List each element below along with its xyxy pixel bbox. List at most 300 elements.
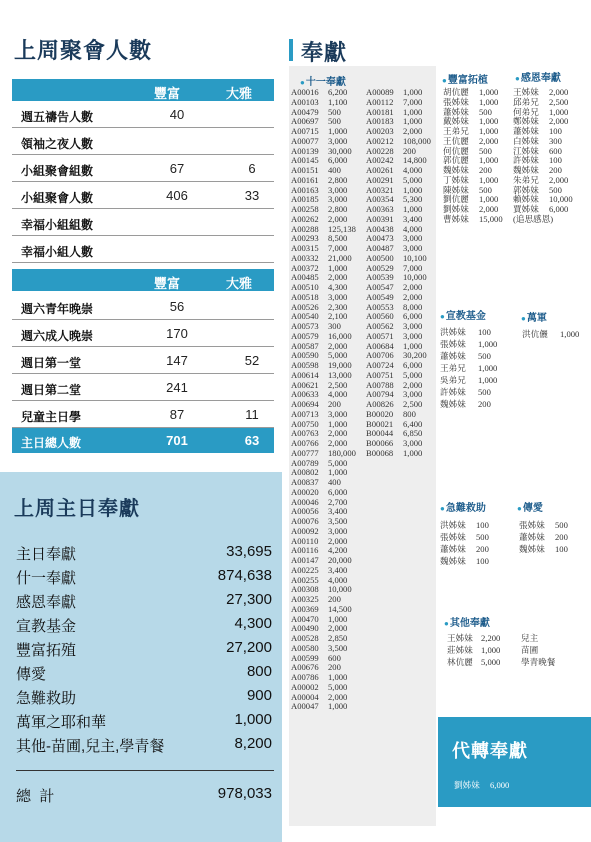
donor-amount: 2,000 bbox=[328, 272, 348, 283]
donor-amount: 1,000 bbox=[479, 87, 499, 97]
donor-name: 白姊妹 bbox=[513, 135, 539, 146]
attendance-row-fengfu: 147 bbox=[166, 353, 188, 368]
summary-divider bbox=[16, 770, 274, 771]
donor-name: A00369 bbox=[291, 603, 319, 614]
donor-name: A00354 bbox=[366, 194, 394, 205]
attendance-row bbox=[12, 293, 274, 320]
donor-amount: 500 bbox=[555, 520, 568, 530]
attendance-row-daya: 11 bbox=[245, 407, 259, 422]
donor-amount: 1,000 bbox=[403, 87, 423, 97]
emergency-list bbox=[440, 519, 489, 567]
donor-amount: 1,000 bbox=[478, 375, 498, 385]
donor-name: A00151 bbox=[291, 165, 319, 175]
donor-amount: 21,000 bbox=[328, 252, 352, 263]
donor-amount: 400 bbox=[328, 165, 341, 175]
col-header-fengfu: 豐富 bbox=[153, 86, 180, 101]
summary-row-amount: 4,300 bbox=[234, 615, 272, 632]
emergency-title-text: 急難救助 bbox=[445, 503, 486, 514]
donor-name: A00837 bbox=[291, 477, 319, 487]
donor-amount: 5,000 bbox=[481, 657, 501, 667]
donor-amount: 1,000 bbox=[328, 672, 348, 682]
donor-row bbox=[447, 632, 555, 644]
bullet-icon: ● bbox=[444, 619, 449, 628]
donor-name: A00293 bbox=[291, 233, 319, 244]
donor-amount: 10,000 bbox=[403, 272, 427, 283]
donor-amount: 1,000 bbox=[479, 155, 499, 166]
donor-name: A00621 bbox=[291, 379, 319, 390]
donor-name: A00258 bbox=[291, 204, 319, 214]
attendance-row-label: 週六成人晚崇 bbox=[21, 329, 94, 343]
donor-amount: 10,000 bbox=[549, 194, 573, 205]
donor-amount: 2,000 bbox=[328, 535, 348, 546]
donor-name: 賈姊妹 bbox=[513, 204, 539, 214]
attendance-total-fengfu: 701 bbox=[166, 433, 188, 448]
donor-name: A00147 bbox=[291, 555, 319, 565]
attendance-row-label: 小組聚會人數 bbox=[21, 191, 94, 205]
thanks-section-title bbox=[515, 69, 561, 84]
donor-amount: 3,000 bbox=[328, 291, 348, 302]
summary-row-label: 主日奉獻 bbox=[16, 546, 77, 563]
donor-amount: 500 bbox=[328, 106, 341, 117]
bullet-icon: ● bbox=[442, 76, 447, 85]
donor-name: A00510 bbox=[291, 282, 319, 292]
donor-name: A00490 bbox=[291, 623, 319, 634]
donor-name: A00391 bbox=[366, 213, 394, 224]
attendance-table2-header bbox=[12, 269, 274, 291]
donor-name: 何弟兄 bbox=[513, 106, 539, 117]
donor-name: A00076 bbox=[291, 516, 319, 526]
donor-name: A00203 bbox=[366, 126, 394, 136]
donor-name: 魏姊妹 bbox=[440, 399, 466, 409]
col-header-fengfu: 豐富 bbox=[153, 276, 180, 291]
donor-name: 許姊妹 bbox=[513, 155, 539, 166]
other-section-title bbox=[444, 614, 490, 629]
donor-name: 蕭姊妹 bbox=[519, 532, 545, 542]
attendance-row-fengfu: 56 bbox=[169, 299, 185, 314]
summary-row-label: 急難救助 bbox=[16, 690, 77, 707]
donor-name: A00288 bbox=[291, 223, 319, 234]
donor-amount: 1,000 bbox=[403, 340, 423, 351]
donor-amount: 100 bbox=[478, 327, 491, 337]
donor-row bbox=[440, 543, 489, 555]
donor-amount: 5,000 bbox=[328, 681, 348, 692]
donor-amount: 1,000 bbox=[328, 467, 348, 478]
donor-amount: 200 bbox=[328, 399, 341, 409]
donor-amount: 7,000 bbox=[328, 243, 348, 253]
love-list bbox=[519, 519, 568, 555]
donor-name: A00713 bbox=[291, 408, 319, 419]
donor-amount: 100 bbox=[555, 544, 568, 554]
summary-row-amount: 874,638 bbox=[217, 567, 272, 584]
plant-section-title bbox=[442, 71, 488, 86]
donor-name: A00185 bbox=[291, 194, 319, 205]
donor-name: A00181 bbox=[366, 106, 394, 117]
donor-row bbox=[366, 449, 431, 459]
donor-name: A00614 bbox=[291, 369, 319, 380]
donor-amount: 3,000 bbox=[403, 330, 423, 341]
donor-name: A00103 bbox=[291, 96, 319, 107]
love-section-title bbox=[517, 499, 543, 514]
attendance-table1-header bbox=[12, 79, 274, 101]
attendance-row-label: 幸福小組人數 bbox=[21, 245, 94, 259]
donor-name: 蕭姊妹 bbox=[440, 544, 466, 554]
donor-row bbox=[440, 362, 497, 374]
donor-name: A00077 bbox=[291, 135, 319, 146]
donor-amount: 8,500 bbox=[328, 233, 348, 244]
donor-name: A00315 bbox=[291, 243, 319, 253]
attendance-row-label: 幸福小組組數 bbox=[21, 218, 94, 232]
plant-title-text: 豐富拓植 bbox=[447, 75, 488, 86]
summary-row-amount: 33,695 bbox=[226, 543, 272, 560]
donor-name: A00004 bbox=[291, 691, 319, 702]
donor-amount: 200 bbox=[478, 399, 491, 409]
donor-amount: 1,000 bbox=[478, 339, 498, 349]
donor-row bbox=[447, 656, 555, 668]
donor-name: A00363 bbox=[366, 204, 394, 214]
donor-amount: 180,000 bbox=[328, 447, 356, 458]
donor-name: 邱弟兄 bbox=[513, 96, 539, 107]
donor-purpose: 學青晚餐 bbox=[521, 657, 556, 667]
donor-name: A00694 bbox=[291, 399, 319, 409]
donor-amount: 4,000 bbox=[328, 574, 348, 585]
donor-amount: 1,000 bbox=[549, 106, 569, 117]
donor-name: A00715 bbox=[291, 126, 319, 136]
donor-name: A00242 bbox=[366, 155, 394, 166]
donor-name: A00487 bbox=[366, 243, 394, 253]
summary-row-label: 其他-苗圃,兒主,學青餐 bbox=[16, 738, 165, 755]
donor-amount: 7,000 bbox=[403, 96, 423, 107]
donor-amount: 1,000 bbox=[403, 106, 423, 117]
donor-name: 魏姊妹 bbox=[440, 556, 466, 566]
donor-name: A00321 bbox=[366, 184, 394, 195]
donor-name: 張姊妹 bbox=[440, 339, 466, 349]
donor-amount: 1,000 bbox=[328, 701, 348, 712]
donor-name: A00750 bbox=[291, 418, 319, 429]
donor-amount: 4,000 bbox=[403, 165, 423, 175]
donor-name: A00553 bbox=[366, 301, 394, 312]
donor-name: 莊姊妹 bbox=[447, 645, 473, 655]
summary-total-label: 總 計 bbox=[16, 788, 55, 805]
donor-amount: 4,000 bbox=[328, 389, 348, 400]
donor-row bbox=[291, 702, 356, 712]
attendance-title: 上周聚會人數 bbox=[14, 38, 153, 63]
donor-row bbox=[519, 531, 568, 543]
plant-list bbox=[443, 88, 503, 225]
donor-amount: 1,000 bbox=[328, 418, 348, 429]
donor-name: A00766 bbox=[291, 438, 319, 448]
donor-amount: 200 bbox=[328, 594, 341, 604]
donor-amount: 6,000 bbox=[328, 486, 348, 497]
love-title-text: 傳愛 bbox=[522, 503, 543, 514]
donor-amount: 3,000 bbox=[403, 243, 423, 253]
attendance-row-label: 週五禱告人數 bbox=[21, 110, 94, 124]
offerings-title: 奉獻 bbox=[301, 40, 348, 65]
donor-name: A00528 bbox=[291, 633, 319, 643]
donor-row bbox=[440, 338, 497, 350]
donor-name: 鄭姊妹 bbox=[513, 116, 539, 127]
donor-name: A00529 bbox=[366, 262, 394, 273]
donor-amount: 3,000 bbox=[403, 233, 423, 244]
donor-name: A00777 bbox=[291, 447, 319, 458]
tithe-title-text: 十一奉獻 bbox=[305, 77, 346, 88]
donor-amount: 7,000 bbox=[403, 262, 423, 273]
donor-amount: 100 bbox=[549, 155, 562, 166]
offerings-title-bar bbox=[289, 39, 293, 61]
donor-amount: 6,000 bbox=[328, 155, 348, 166]
donor-name: A00763 bbox=[291, 428, 319, 439]
donor-amount: 2,500 bbox=[328, 379, 348, 390]
donor-amount: 6,200 bbox=[328, 87, 348, 97]
donor-amount: 108,000 bbox=[403, 135, 431, 146]
donor-amount: 200 bbox=[479, 165, 492, 175]
bullet-icon: ● bbox=[300, 78, 305, 87]
attendance-row bbox=[12, 320, 274, 347]
donor-name: A00794 bbox=[366, 389, 394, 400]
donor-name: A00047 bbox=[291, 701, 319, 712]
donor-name: A00016 bbox=[291, 87, 319, 97]
donor-amount: 6,000 bbox=[549, 204, 569, 214]
donor-name: A00145 bbox=[291, 155, 319, 166]
giving-summary-panel bbox=[0, 472, 282, 842]
transfer-title: 代轉奉獻 bbox=[452, 741, 528, 761]
donor-amount: 8,000 bbox=[403, 301, 423, 312]
attendance-row bbox=[12, 347, 274, 374]
other-title-text: 其他奉獻 bbox=[449, 618, 490, 629]
donor-name: 王姊妹 bbox=[447, 633, 473, 643]
donor-name: A00089 bbox=[366, 87, 394, 97]
donor-name: 吳弟兄 bbox=[440, 375, 466, 385]
giving-summary-title: 上周主日奉獻 bbox=[14, 498, 140, 520]
donor-amount: 5,000 bbox=[328, 457, 348, 468]
donor-name: 王姊妹 bbox=[513, 87, 539, 97]
donor-amount: 2,000 bbox=[549, 87, 569, 97]
donor-name: A00580 bbox=[291, 642, 319, 653]
summary-row bbox=[16, 687, 272, 709]
donor-name: 魏姊妹 bbox=[513, 165, 539, 175]
donor-name: A00786 bbox=[291, 672, 319, 682]
donor-amount: 300 bbox=[549, 135, 562, 146]
donor-name: 戴姊妹 bbox=[443, 116, 469, 127]
donor-amount: 1,100 bbox=[328, 96, 348, 107]
donor-name: 何伉麗 bbox=[443, 145, 469, 156]
tithe-section-title bbox=[300, 73, 346, 88]
attendance-row bbox=[12, 128, 274, 155]
donor-amount: 6,400 bbox=[403, 418, 423, 429]
donor-name: A00826 bbox=[366, 399, 394, 409]
donor-amount: 5,000 bbox=[328, 350, 348, 361]
donor-name: A00473 bbox=[366, 233, 394, 244]
donor-name: A00697 bbox=[291, 116, 319, 127]
donor-amount: 100 bbox=[476, 556, 489, 566]
donor-name: 魏姊妹 bbox=[519, 544, 545, 554]
donor-amount: 2,000 bbox=[403, 282, 423, 292]
donor-name: A00225 bbox=[291, 564, 319, 575]
attendance-row-fengfu: 67 bbox=[169, 161, 185, 176]
donor-name: 蕭姊妹 bbox=[440, 351, 466, 361]
donor-name: 郭伉麗 bbox=[443, 155, 469, 166]
donor-amount: 400 bbox=[328, 477, 341, 487]
donor-amount: 600 bbox=[549, 145, 562, 156]
donor-name: A00802 bbox=[291, 467, 319, 478]
attendance-row-label: 週六青年晚崇 bbox=[21, 302, 94, 316]
donor-name: A00092 bbox=[291, 525, 319, 536]
summary-row bbox=[16, 639, 272, 661]
donor-amount: 2,000 bbox=[403, 291, 423, 302]
donor-amount: 1,000 bbox=[328, 126, 348, 136]
donor-row bbox=[440, 531, 489, 543]
donor-name: 許姊妹 bbox=[440, 387, 466, 397]
donor-name: A00500 bbox=[366, 252, 394, 263]
donor-amount: 2,300 bbox=[328, 301, 348, 312]
donor-row bbox=[440, 386, 497, 398]
attendance-total-daya: 63 bbox=[244, 433, 260, 448]
donor-amount: 1,000 bbox=[560, 329, 580, 339]
donor-name: A00255 bbox=[291, 574, 319, 585]
donor-amount: 30,000 bbox=[328, 145, 352, 156]
donor-row bbox=[443, 215, 503, 225]
attendance-row bbox=[12, 401, 274, 428]
donor-amount: 16,000 bbox=[328, 330, 352, 341]
attendance-row-label: 兒童主日學 bbox=[21, 410, 82, 424]
summary-row-label: 宣教基金 bbox=[16, 618, 77, 635]
donor-purpose: 兒主 bbox=[521, 633, 539, 643]
donor-amount: 1,000 bbox=[481, 645, 501, 655]
donor-amount: 600 bbox=[328, 652, 341, 663]
donor-amount: 30,200 bbox=[403, 350, 427, 361]
donor-amount: 1,000 bbox=[403, 116, 423, 127]
donor-amount: 200 bbox=[555, 532, 568, 542]
donor-purpose: 苗圃 bbox=[521, 645, 539, 655]
donor-name: A00571 bbox=[366, 330, 394, 341]
donor-name: A00789 bbox=[291, 457, 319, 468]
donor-amount: 300 bbox=[328, 321, 341, 331]
donor-name: A00212 bbox=[366, 135, 394, 146]
donor-amount: 500 bbox=[478, 351, 491, 361]
donor-amount: 2,000 bbox=[328, 213, 348, 224]
donor-name: 劉姊妹 bbox=[443, 204, 469, 214]
attendance-row bbox=[12, 209, 274, 236]
thanks-note: (追思感恩) bbox=[513, 213, 554, 224]
donor-amount: 2,850 bbox=[328, 633, 348, 643]
donor-name: A00372 bbox=[291, 262, 319, 273]
donor-amount: 1,000 bbox=[328, 613, 348, 624]
donor-amount: 2,000 bbox=[549, 174, 569, 185]
donor-name: B00068 bbox=[366, 447, 394, 458]
attendance-row-label: 週日第一堂 bbox=[21, 356, 82, 370]
donor-amount: 14,500 bbox=[328, 603, 352, 614]
donor-name: 郭姊妹 bbox=[513, 184, 539, 195]
donor-amount: 2,800 bbox=[328, 204, 348, 214]
donor-name: A00261 bbox=[366, 165, 394, 175]
donor-amount: 13,000 bbox=[328, 369, 352, 380]
donor-name: A00020 bbox=[291, 486, 319, 497]
donor-row bbox=[440, 326, 497, 338]
donor-amount: 2,700 bbox=[328, 496, 348, 507]
transfer-item bbox=[454, 779, 509, 791]
summary-row-label: 傳愛 bbox=[16, 666, 47, 683]
host-title-text: 萬軍 bbox=[526, 313, 547, 324]
bullet-icon: ● bbox=[515, 74, 520, 83]
donor-row bbox=[440, 555, 489, 567]
mission-section-title bbox=[440, 307, 486, 322]
donor-name: A00598 bbox=[291, 360, 319, 370]
donor-amount: 2,500 bbox=[403, 399, 423, 409]
donor-row bbox=[519, 519, 568, 531]
donor-amount: 14,800 bbox=[403, 155, 427, 166]
summary-row bbox=[16, 543, 272, 565]
donor-amount: 1,000 bbox=[478, 363, 498, 373]
donor-name: 江姊妹 bbox=[513, 145, 539, 156]
donor-name: 曹姊妹 bbox=[443, 213, 469, 224]
donor-amount: 100 bbox=[476, 520, 489, 530]
donor-amount: 6,850 bbox=[403, 428, 423, 439]
donor-amount: 800 bbox=[403, 408, 416, 419]
donor-amount: 1,000 bbox=[403, 204, 423, 214]
donor-name: A00633 bbox=[291, 389, 319, 400]
attendance-row-fengfu: 406 bbox=[166, 188, 188, 203]
donor-amount: 15,000 bbox=[479, 213, 503, 224]
donor-name: B00020 bbox=[366, 408, 394, 419]
summary-row bbox=[16, 615, 272, 637]
donor-name: A00308 bbox=[291, 584, 319, 595]
attendance-row bbox=[12, 236, 274, 263]
donor-name: 朱弟兄 bbox=[513, 174, 539, 185]
donor-amount: 100 bbox=[549, 126, 562, 136]
summary-row bbox=[16, 567, 272, 589]
summary-row bbox=[16, 663, 272, 685]
donor-name: A00485 bbox=[291, 272, 319, 283]
bullet-icon: ● bbox=[440, 312, 445, 321]
attendance-total-row bbox=[12, 428, 274, 453]
donor-amount: 2,000 bbox=[479, 204, 499, 214]
donor-name: A00562 bbox=[366, 321, 394, 331]
bullet-icon: ● bbox=[440, 504, 445, 513]
attendance-row-fengfu: 87 bbox=[169, 407, 185, 422]
donor-amount: 19,000 bbox=[328, 360, 352, 370]
summary-row-amount: 900 bbox=[246, 687, 272, 704]
donor-amount: 200 bbox=[476, 544, 489, 554]
donor-name: A00526 bbox=[291, 301, 319, 312]
host-list bbox=[522, 328, 579, 340]
attendance-total-label: 主日總人數 bbox=[21, 436, 82, 450]
attendance-row-label: 週日第二堂 bbox=[21, 383, 82, 397]
tithe-column-1 bbox=[291, 88, 356, 712]
donor-amount: 500 bbox=[479, 184, 492, 195]
donor-amount: 3,500 bbox=[328, 516, 348, 526]
donor-name: 蕭姊妹 bbox=[443, 106, 469, 117]
donor-amount: 500 bbox=[479, 145, 492, 156]
donor-name: A00751 bbox=[366, 369, 394, 380]
donor-amount: 500 bbox=[478, 387, 491, 397]
transfer-amount: 6,000 bbox=[490, 780, 510, 790]
attendance-row-daya: 6 bbox=[248, 161, 256, 176]
donor-name: 陳姊妹 bbox=[443, 184, 469, 195]
donor-name: A00163 bbox=[291, 184, 319, 195]
donor-name: A00332 bbox=[291, 252, 319, 263]
donor-name: A00579 bbox=[291, 330, 319, 341]
donor-name: 張姊妹 bbox=[519, 520, 545, 530]
donor-name: A00046 bbox=[291, 496, 319, 507]
donor-name: A00470 bbox=[291, 613, 319, 624]
donor-name: A00788 bbox=[366, 379, 394, 390]
mission-list bbox=[440, 326, 497, 410]
donor-name: 賴姊妹 bbox=[513, 194, 539, 205]
donor-name: A00724 bbox=[366, 360, 394, 370]
donor-amount: 2,000 bbox=[328, 340, 348, 351]
donor-amount: 3,000 bbox=[403, 389, 423, 400]
donor-name: 胡伉麗 bbox=[443, 87, 469, 97]
donor-amount: 2,000 bbox=[328, 623, 348, 634]
